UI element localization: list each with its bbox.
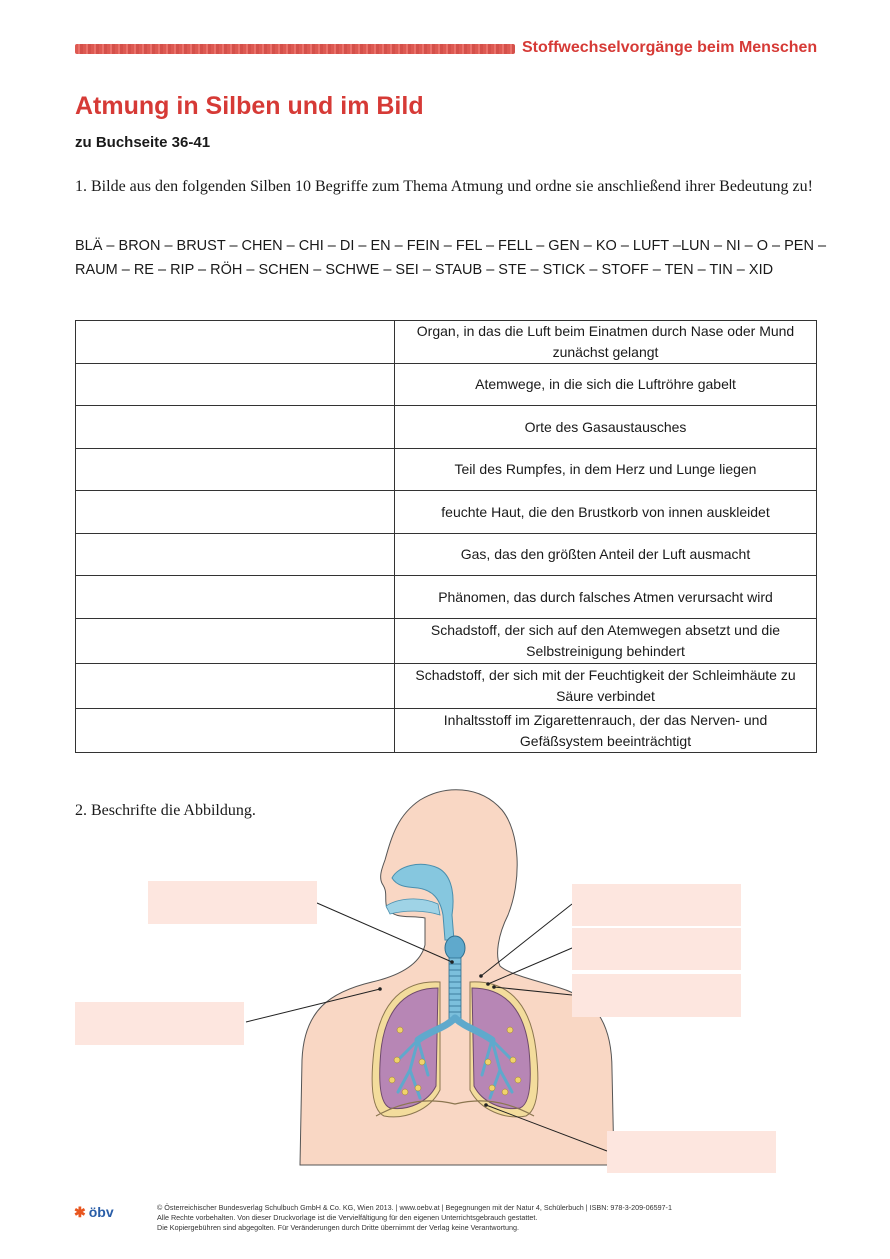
- label-box-pleura[interactable]: [572, 928, 741, 970]
- larynx: [445, 936, 465, 960]
- meaning-cell: feuchte Haut, die den Brustkorb von innen auskleidet: [395, 491, 817, 534]
- meaning-cell: Schadstoff, der sich mit der Feuchtigkeit der Schleimhäute zu Säure verbindet: [395, 664, 817, 709]
- table-row: [76, 664, 817, 709]
- meaning-cell: Schadstoff, der sich auf den Atemwegen absetzt und die Selbstreinigung behindert: [395, 619, 817, 664]
- answer-cell[interactable]: [76, 664, 395, 709]
- page-subtitle: zu Buchseite 36-41: [75, 134, 211, 151]
- meaning-cell: Organ, in das die Luft beim Einatmen durch Nase oder Mund zunächst gelangt: [395, 321, 817, 364]
- table-row: [76, 534, 817, 576]
- label-box-bronchi[interactable]: [572, 884, 741, 926]
- answer-cell[interactable]: [76, 534, 395, 576]
- table-row: [76, 321, 817, 364]
- table-row: [76, 449, 817, 491]
- publisher-logo: ✱ öbv: [74, 1204, 114, 1220]
- answer-cell[interactable]: [76, 364, 395, 406]
- answer-cell[interactable]: [76, 491, 395, 534]
- footer-line-2: Alle Rechte vorbehalten. Von dieser Druckvorlage ist die Vervielfältigung für den eigenen Unterrichtsgebrauch gestattet.: [157, 1213, 538, 1222]
- task2-instruction: 2. Beschrifte die Abbildung.: [75, 802, 256, 819]
- table-row: [76, 406, 817, 449]
- answer-cell[interactable]: [76, 406, 395, 449]
- header-decoration-bar: [75, 44, 515, 54]
- answer-cell[interactable]: [76, 321, 395, 364]
- label-box-trachea[interactable]: [148, 881, 317, 924]
- footer-copyright: [157, 1203, 672, 1233]
- footer-line-1: © Österreichischer Bundesverlag Schulbuch GmbH & Co. KG, Wien 2013. | www.oebv.at | Begegnungen mit der Natur 4, Schülerbuch | ISBN: 978-3-209-06597-1: [157, 1203, 672, 1212]
- terms-table: [75, 320, 817, 753]
- chapter-title: Stoffwechselvorgänge beim Menschen: [522, 39, 818, 56]
- respiratory-system-illustration: [0, 780, 890, 1180]
- trachea: [449, 958, 461, 1020]
- answer-cell[interactable]: [76, 619, 395, 664]
- table-row: [76, 709, 817, 753]
- label-box-diaphragm[interactable]: [607, 1131, 776, 1173]
- syllable-line-2: RAUM – RE – RIP – RÖH – SCHEN – SCHWE – SEI – STAUB – STE – STICK – STOFF – TEN – TIN – XID: [75, 262, 774, 278]
- footer-line-3: Die Kopiergebühren sind abgegolten. Für Veränderungen durch Dritte übernimmt der Verlag keine Verantwortung.: [157, 1223, 519, 1232]
- answer-cell[interactable]: [76, 709, 395, 753]
- meaning-cell: Atemwege, in die sich die Luftröhre gabelt: [395, 364, 817, 406]
- page-title: Atmung in Silben und im Bild: [75, 92, 424, 120]
- answer-cell[interactable]: [76, 449, 395, 491]
- star-icon: ✱: [74, 1204, 86, 1220]
- syllable-line-1: BLÄ – BRON – BRUST – CHEN – CHI – DI – EN – FEIN – FEL – FELL – GEN – KO – LUFT –LUN – NI – O – PEN –: [75, 238, 827, 254]
- meaning-cell: Orte des Gasaustausches: [395, 406, 817, 449]
- meaning-cell: Inhaltsstoff im Zigarettenrauch, der das Nerven- und Gefäßsystem beeinträchtigt: [395, 709, 817, 753]
- table-row: [76, 619, 817, 664]
- meaning-cell: Phänomen, das durch falsches Atmen verursacht wird: [395, 576, 817, 619]
- table-row: [76, 364, 817, 406]
- table-row: [76, 576, 817, 619]
- meaning-cell: Gas, das den größten Anteil der Luft ausmacht: [395, 534, 817, 576]
- task1-instruction: 1. Bilde aus den folgenden Silben 10 Begriffe zum Thema Atmung und ordne sie anschließend ihrer Bedeutung zu!: [75, 178, 813, 195]
- label-box-lung[interactable]: [572, 974, 741, 1017]
- meaning-cell: Teil des Rumpfes, in dem Herz und Lunge liegen: [395, 449, 817, 491]
- syllable-list: [75, 234, 835, 282]
- label-box-chest[interactable]: [75, 1002, 244, 1045]
- answer-cell[interactable]: [76, 576, 395, 619]
- table-row: [76, 491, 817, 534]
